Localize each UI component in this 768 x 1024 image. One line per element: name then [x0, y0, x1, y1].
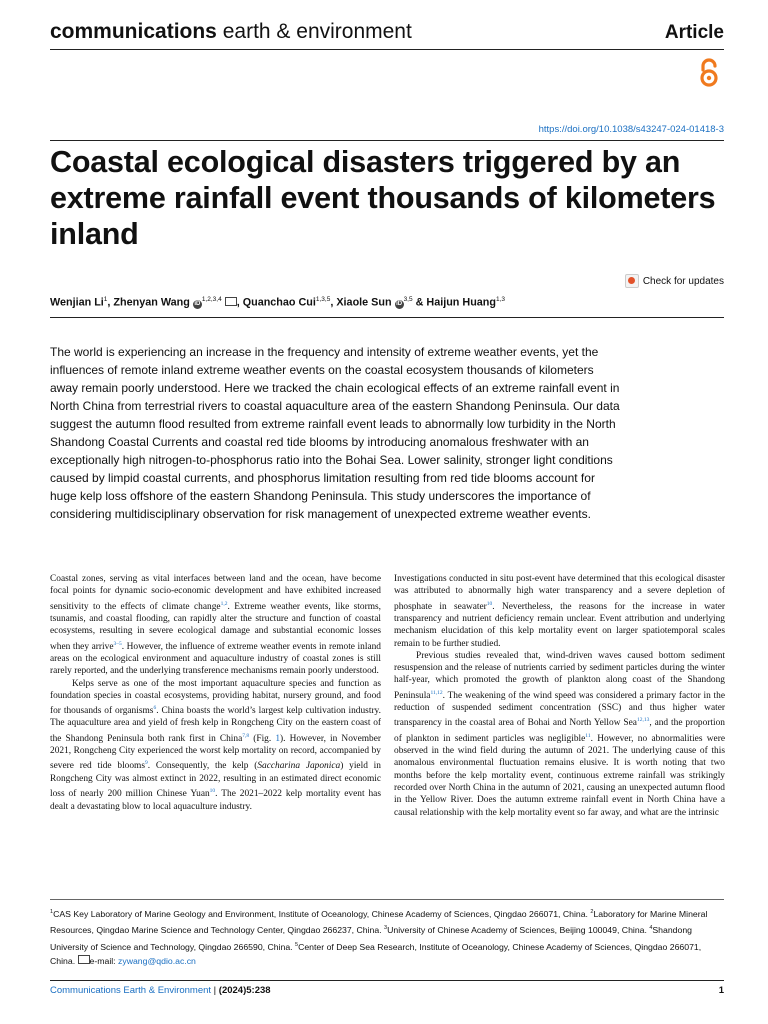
body-column-left — [50, 573, 381, 813]
journal-name-bold: communications — [50, 20, 217, 43]
author-name[interactable]: Haijun Huang — [426, 296, 496, 309]
journal-name-rest: earth & environment — [222, 20, 412, 43]
abstract: The world is experiencing an increase in the frequency and intensity of extreme weather events, yet the influences of remote inland extreme weather events on the coastal ecosystem thousands of kilometers away remain poorly understood. Here we tracked the chain ecological effects of an extreme rainfall event in North China from terrestrial rivers to coastal aquaculture area of the eastern Shandong Peninsula. Our data suggest the autumn flood resulted from extreme rainfall event leads to abnormally low turbidity in the North Shandong Coastal Currents and coastal red tide blooms by introducing anomalous freshwater with an exceptionally high nitrogen-to-phosphorus ratio into the Bohai Sea. Lower salinity, stronger light conditions caused by limpid coastal currents, and phosphorus limitation resulting from red tide blooms account for huge kelp loss offshore of the eastern Shandong Peninsula. This study underscores the importance of considering multidisciplinary observation for risk management of unexpected extreme weather events. — [50, 345, 620, 521]
footer-volume: (2024)5:238 — [218, 985, 271, 996]
body-paragraph: Investigations conducted in situ post-event have determined that this ecological disaster was attributed to abnormally high water transparency and a severe depletion of phosphate in seawater$^{10}$. Nevertheless, the reasons for the increase in water transparency and nutrient deficiency remain unclear. Event attribution and underlying mechanism elucidation of this kelp mortality event on larger spatiotemporal scales remain to be further studied. — [394, 574, 725, 649]
header-divider — [50, 49, 724, 50]
citation-ref[interactable]: 10 — [486, 600, 493, 607]
species-name: Saccharina Japonica — [257, 761, 341, 772]
footer-citation: Communications Earth & Environment | (2024)5:238 — [50, 985, 271, 996]
footer-divider — [50, 980, 724, 981]
author-list: Wenjian Li$^1$, Zhenyan Wang iD$^{1,2,3,4}$ , Quanchao Cui$^{1,3,5}$, Xiaole Sun iD$^{3,5}$ & Haijun Huang$^{1,3}$ — [50, 296, 506, 309]
body-column-right — [394, 573, 725, 819]
check-for-updates-button[interactable] — [625, 274, 724, 288]
citation-ref[interactable]: 11 — [585, 732, 591, 739]
author-affiliation-sup: 1 — [103, 296, 108, 303]
body-paragraph: Kelps serve as one of the most important aquaculture species and function as foundation species in coastal ecosystems, providing habitat, nursery ground, and food for thousands of organisms$^6$. China boasts the world’s largest kelp cultivation industry. The aquaculture area and yield of fresh kelp in Rongcheng City on the eastern coast of the Shandong Peninsula both rank first in China$^{7,8}$ (Fig. 1). However, in November 2021, Rongcheng City experienced the worst kelp mortality on record, accompanied by severe red tide blooms$^9$. Consequently, the kelp (Saccharina Japonica) yield in Rongcheng City was almost extinct in 2022, resulting in an estimated direct economic loss of nearly 200 million Chinese Yuan$^{10}$. The 2021–2022 kelp mortality event has dealt a devastating blow to local aquaculture industry. — [50, 678, 381, 812]
citation-ref[interactable]: 11,12 — [430, 689, 443, 696]
author-name[interactable]: Wenjian Li — [50, 296, 104, 309]
page-number: 1 — [718, 985, 724, 996]
author-email-link[interactable]: zywang@qdio.ac.cn — [118, 956, 196, 967]
doi-divider — [50, 140, 724, 141]
open-access-lock-icon[interactable] — [696, 58, 722, 93]
orcid-icon[interactable]: iD — [396, 300, 403, 307]
citation-ref[interactable]: 12,13 — [636, 717, 650, 724]
check-updates-icon — [625, 274, 639, 288]
article-type-label: Article — [664, 22, 724, 43]
author-affiliation-sup: 1,2,3,4 — [201, 296, 222, 303]
citation-ref[interactable]: 10 — [209, 788, 216, 795]
author-name[interactable]: Xiaole Sun — [336, 296, 392, 309]
author-name[interactable]: Quanchao Cui — [242, 296, 316, 309]
citation-ref[interactable]: 1,2 — [220, 600, 228, 607]
citation-ref[interactable]: 7,8 — [242, 732, 250, 739]
author-name[interactable]: Zhenyan Wang — [113, 296, 190, 309]
check-updates-label: Check for updates — [642, 275, 724, 287]
citation-ref[interactable]: 9 — [145, 760, 148, 767]
author-affiliation-sup: 1,3 — [496, 296, 506, 303]
authors-divider — [50, 317, 724, 318]
body-paragraph: Previous studies revealed that, wind-driven waves caused bottom sediment resuspension and the release of nutrients carried by sediment particles during the winter half-year, which promoted the growth of plankton along coast of the Shandong Peninsula$^{11,12}$. The weakening of the wind speed was considered a primary factor in the reduction of suspended sediment concentration (SSC) and thus higher water transparency in the coastal area of Bohai and North Yellow Sea$^{12,13}$, and the proportion of plankton in sediment particles was negligible$^{11}$. However, no abnormalities were observed in the wind field during the autumn of 2021. The underlying cause of this anomalous environmental fluctuation remains elusive. It is worth noting that two months before the kelp mortality event, continuous extreme rainfall was strikingly recorded over North China in the autumn of 2021, causing an unexpected autumn flood in the Yellow River. Does the autumn extreme rainfall event in North China have a causal relationship with the kelp mortality event so far away, and what are the intrinsic — [394, 650, 725, 818]
article-title: Coastal ecological disasters triggered by an extreme rainfall event thousands of kilometers inland — [50, 145, 716, 251]
affiliations: $^1$CAS Key Laboratory of Marine Geology and Environment, Institute of Oceanology, Chinese Academy of Sciences, Qingdao 266071, China. $^2$Laboratory for Marine Mineral Resources, Qingdao Marine Science and Technology Center, Qingdao 266237, China. $^3$University of Chinese Academy of Sciences, Beijing 100049, China. $^4$Shandong University of Science and Technology, Qingdao 266590, China. $^5$Center of Deep Sea Research, Institute of Oceanology, Chinese Academy of Sciences, Qingdao 266071, China. e-mail: zywang@qdio.ac.cn — [50, 908, 708, 967]
affiliations-divider — [50, 899, 724, 900]
citation-ref[interactable]: 6 — [153, 705, 157, 712]
email-icon — [78, 955, 90, 964]
figure-ref-link[interactable]: 1 — [275, 733, 281, 744]
body-paragraph: Coastal zones, serving as vital interfaces between land and the ocean, have become focal points for dynamic socio-economic development and have exhibited increased sensitivity to the effects of climate change$^{1,2}$. Extreme weather events, like storms, tsunamis, and coastal flooding, can rapidly alter the structure and function of coastal ecosystems, resulting in severe ecological damage and substantial economic losses when they arrive$^{3-5}$. However, the influence of extreme weather events in remote inland areas on the ecological environment and aquaculture industry of coastal zones is still rarely reported, and the underlying transference mechanisms remain poorly understood. — [50, 574, 381, 677]
author-affiliation-sup: 3,5 — [403, 296, 413, 303]
email-icon[interactable] — [225, 297, 237, 306]
doi-link[interactable]: https://doi.org/10.1038/s43247-024-01418-3 — [538, 124, 724, 135]
orcid-icon[interactable]: iD — [194, 300, 201, 307]
author-affiliation-sup: 1,3,5 — [315, 296, 331, 303]
citation-ref[interactable]: 3–5 — [113, 640, 122, 647]
footer-journal-link[interactable]: Communications Earth & Environment — [50, 985, 212, 996]
journal-name — [50, 20, 412, 44]
